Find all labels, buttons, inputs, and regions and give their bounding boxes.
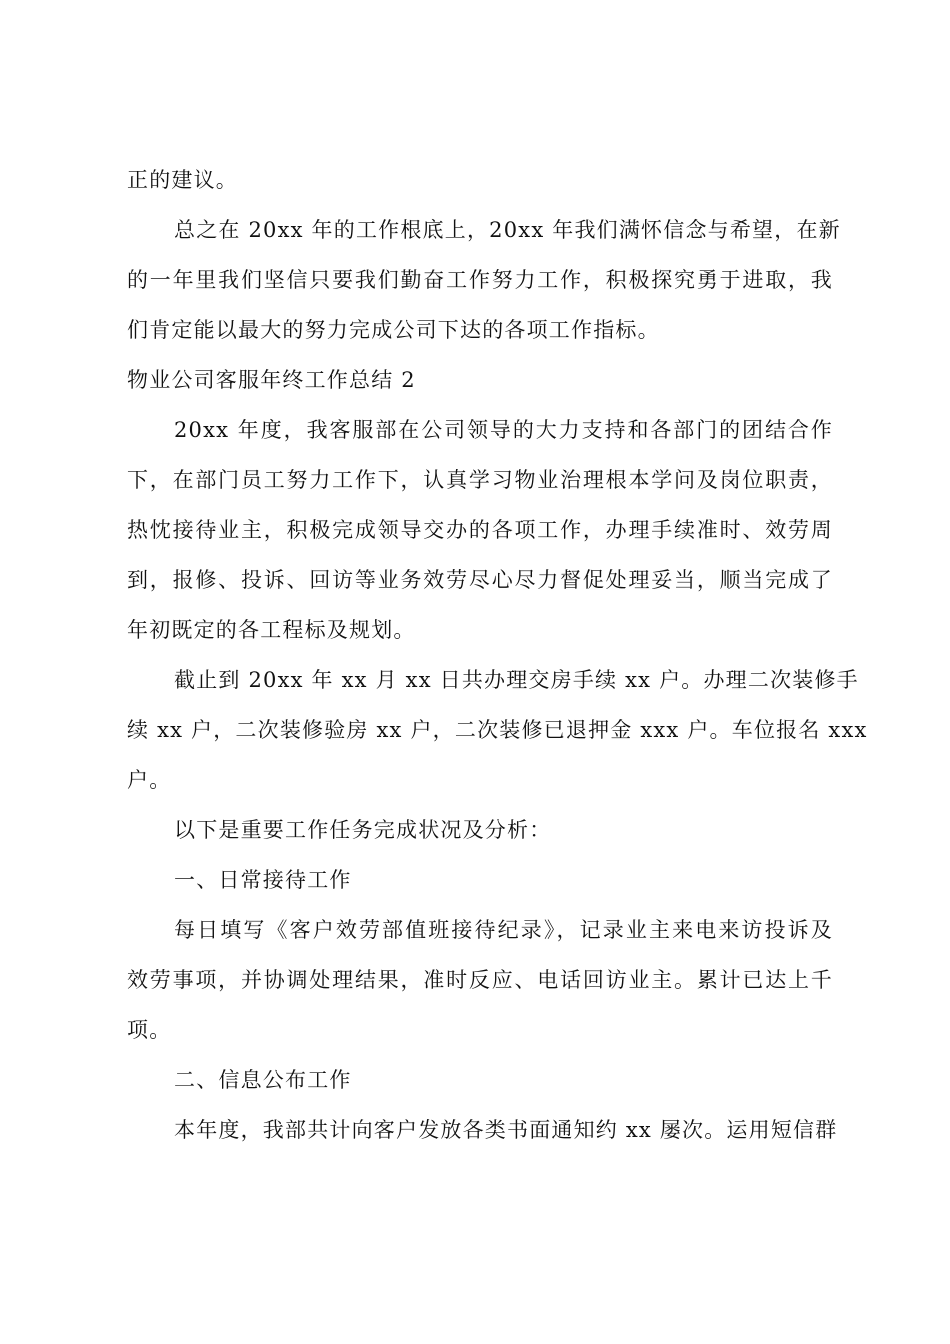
paragraph-line: 总之在 20xx 年的工作根底上，20xx 年我们满怀信念与希望，在新: [174, 218, 841, 242]
paragraph-line: 截止到 20xx 年 xx 月 xx 日共办理交房手续 xx 户。办理二次装修手: [174, 668, 859, 692]
paragraph-line: 们肯定能以最大的努力完成公司下达的各项工作指标。: [127, 318, 660, 342]
paragraph-line: 户。: [127, 768, 172, 792]
section-heading: 物业公司客服年终工作总结 2: [127, 368, 416, 392]
paragraph-line: 效劳事项，并协调处理结果，准时反应、电话回访业主。累计已达上千: [127, 968, 833, 992]
paragraph-line: 续 xx 户，二次装修验房 xx 户，二次装修已退押金 xxx 户。车位报名 xxx: [127, 718, 868, 742]
paragraph-line: 项。: [127, 1018, 172, 1042]
paragraph-line: 热忱接待业主，积极完成领导交办的各项工作，办理手续准时、效劳周: [127, 518, 833, 542]
paragraph-line: 本年度，我部共计向客户发放各类书面通知约 xx 屡次。运用短信群: [174, 1118, 838, 1142]
paragraph-line: 20xx 年度，我客服部在公司领导的大力支持和各部门的团结合作: [174, 418, 833, 442]
paragraph-line: 每日填写《客户效劳部值班接待纪录》，记录业主来电来访投诉及: [174, 918, 833, 942]
paragraph-line: 以下是重要工作任务完成状况及分析：: [174, 818, 552, 842]
subsection-heading: 二、信息公布工作: [174, 1068, 352, 1092]
paragraph-line: 到，报修、投诉、回访等业务效劳尽心尽力督促处理妥当，顺当完成了: [127, 568, 833, 592]
document-body: [127, 155, 868, 1155]
subsection-heading: 一、日常接待工作: [174, 868, 352, 892]
paragraph-line: 年初既定的各工程标及规划。: [127, 618, 416, 642]
paragraph-line: 正的建议。: [127, 168, 238, 192]
paragraph-line: 的一年里我们坚信只要我们勤奋工作努力工作，积极探究勇于进取，我: [127, 268, 833, 292]
paragraph-line: 下，在部门员工努力工作下，认真学习物业治理根本学问及岗位职责，: [127, 468, 833, 492]
